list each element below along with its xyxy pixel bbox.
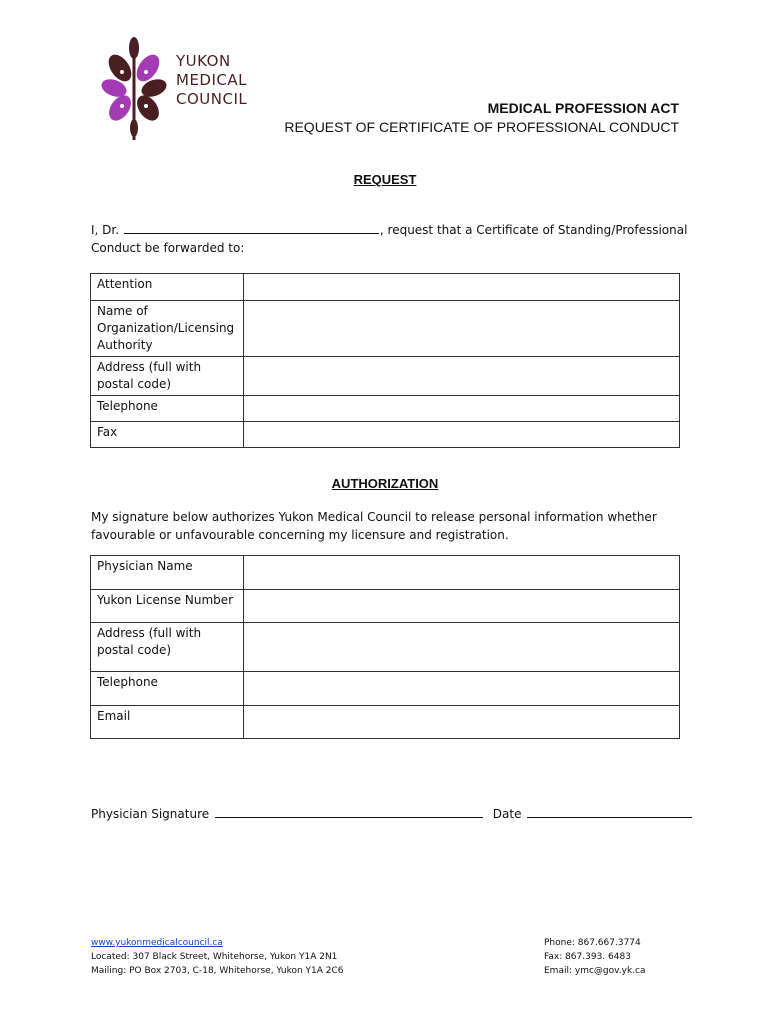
table-row [91, 623, 680, 672]
row-label-fax: Fax [91, 422, 244, 448]
website-link[interactable]: www.yukonmedicalcouncil.ca [91, 938, 223, 948]
fax-field[interactable] [244, 422, 680, 448]
act-title: MEDICAL PROFESSION ACT [487, 100, 679, 116]
row-label-email: Email [91, 706, 244, 739]
request-table [90, 273, 680, 448]
authorization-line2: favourable or unfavourable concerning my licensure and registration. [91, 528, 509, 542]
table-row [91, 274, 680, 301]
authorization-line1: My signature below authorizes Yukon Medical Council to release personal information whether [91, 510, 657, 524]
license-number-field[interactable] [244, 590, 680, 623]
physician-telephone-field[interactable] [244, 672, 680, 706]
row-label-physician-telephone: Telephone [91, 672, 244, 706]
organization-field[interactable] [244, 301, 680, 357]
signature-row [91, 805, 691, 823]
request-prefix: I, Dr. [91, 223, 120, 237]
footer-email[interactable]: Email: ymc@gov.yk.ca [544, 966, 646, 976]
request-statement [91, 221, 691, 257]
footer-located: Located: 307 Black Street, Whitehorse, Yukon Y1A 2N1 [91, 952, 338, 962]
ymc-flower-icon [100, 36, 168, 142]
table-row [91, 590, 680, 623]
telephone-field[interactable] [244, 396, 680, 422]
physician-signature-label: Physician Signature [91, 807, 210, 821]
row-label-address: Address (full with postal code) [91, 357, 244, 396]
authorization-heading: AUTHORIZATION [331, 476, 439, 491]
logo-line-council: COUNCIL [176, 90, 248, 108]
footer-fax: Fax: 867.393. 6483 [544, 952, 631, 962]
table-row [91, 556, 680, 590]
table-row [91, 422, 680, 448]
request-heading: REQUEST [353, 172, 417, 187]
ymc-logo [100, 36, 260, 142]
row-label-license-number: Yukon License Number [91, 590, 244, 623]
date-label: Date [492, 807, 522, 821]
table-row [91, 357, 680, 396]
row-label-telephone: Telephone [91, 396, 244, 422]
footer-phone: Phone: 867.667.3774 [544, 938, 641, 948]
doctor-name-blank[interactable] [124, 221, 379, 234]
table-row [91, 706, 680, 739]
row-label-physician-name: Physician Name [91, 556, 244, 590]
footer-left [91, 936, 344, 978]
act-subtitle: REQUEST OF CERTIFICATE OF PROFESSIONAL CONDUCT [284, 119, 679, 135]
row-label-organization: Name of Organization/Licensing Authority [91, 301, 244, 357]
email-field[interactable] [244, 706, 680, 739]
physician-signature-blank[interactable] [215, 805, 483, 818]
footer-mailing: Mailing: PO Box 2703, C-18, Whitehorse, Yukon Y1A 2C6 [91, 966, 344, 976]
table-row [91, 672, 680, 706]
table-row [91, 396, 680, 422]
address-field[interactable] [244, 357, 680, 396]
request-suffix: , request that a Certificate of Standing/Professional [379, 223, 688, 237]
logo-line-medical: MEDICAL [176, 71, 247, 89]
authorization-table [90, 555, 680, 739]
authorization-statement [91, 508, 731, 544]
logo-line-yukon: YUKON [176, 52, 231, 70]
request-line2: Conduct be forwarded to: [91, 241, 245, 255]
attention-field[interactable] [244, 274, 680, 301]
table-row [91, 301, 680, 357]
footer-right [544, 936, 645, 978]
physician-name-field[interactable] [244, 556, 680, 590]
row-label-attention: Attention [91, 274, 244, 301]
physician-address-field[interactable] [244, 623, 680, 672]
date-blank[interactable] [527, 805, 692, 818]
row-label-physician-address: Address (full with postal code) [91, 623, 244, 672]
